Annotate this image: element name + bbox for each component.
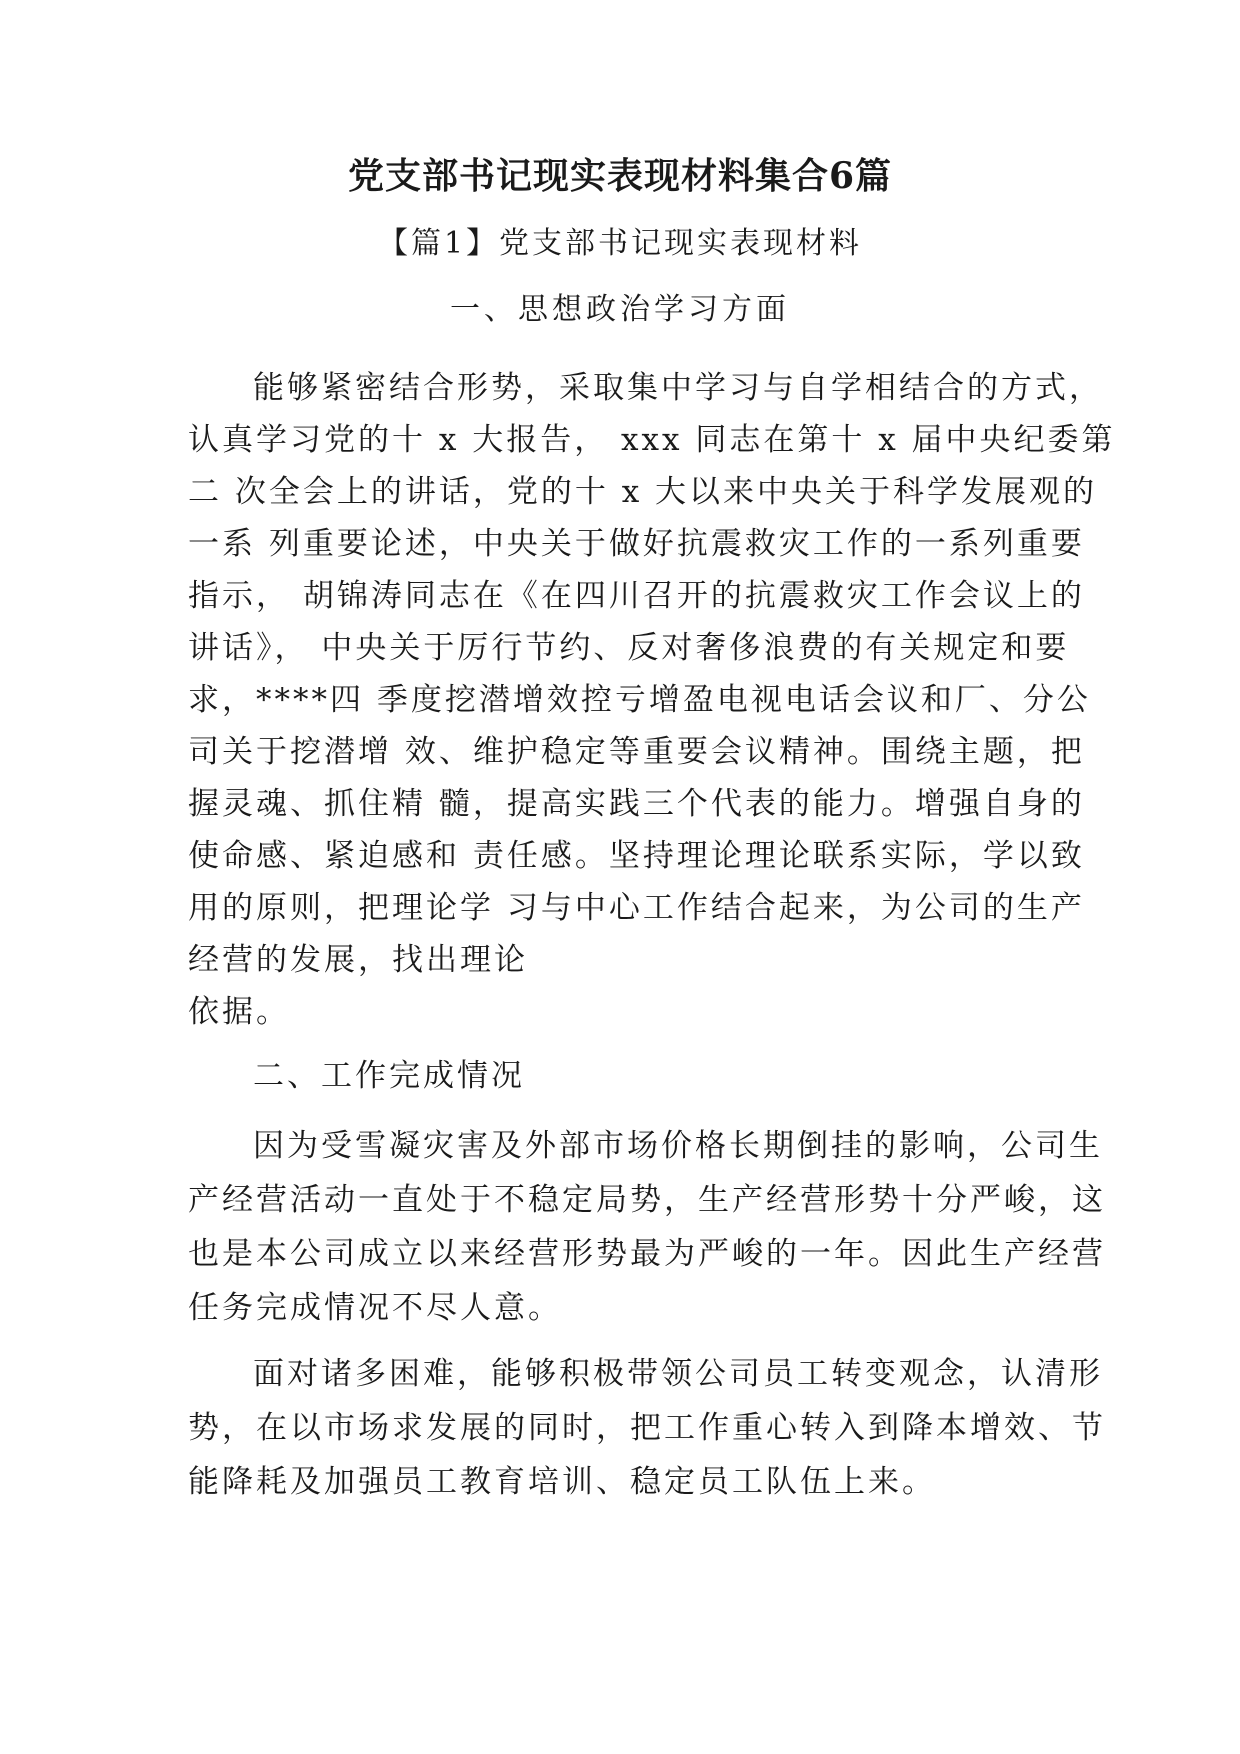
paragraph-line: 势，在以市场求发展的同时，把工作重心转入到降本增效、节: [188, 1410, 1106, 1446]
paragraph-line: 经营的发展，找出理论: [188, 942, 528, 978]
document-title: 党支部书记现实表现材料集合6篇: [347, 155, 893, 197]
paragraph-line: 讲话》， 中央关于厉行节约、反对奢侈浪费的有关规定和要: [188, 630, 1070, 666]
paragraph-line: 认真学习党的十 x 大报告， xxx 同志在第十 x 届中央纪委第: [188, 422, 1116, 458]
paragraph-line: 指示， 胡锦涛同志在《在四川召开的抗震救灾工作会议上的: [188, 578, 1085, 614]
paragraph-line: 产经营活动一直处于不稳定局势，生产经营形势十分严峻，这: [188, 1182, 1106, 1218]
article-subtitle: 【篇1】党支部书记现实表现材料: [377, 226, 863, 261]
paragraph-line: 能够紧密结合形势，采取集中学习与自学相结合的方式，: [253, 370, 1103, 406]
paragraph-line: 一系 列重要论述，中央关于做好抗震救灾工作的一系列重要: [188, 526, 1085, 562]
section-heading-1: 一、思想政治学习方面: [450, 292, 790, 327]
paragraph-line: 握灵魂、抓住精 髓，提高实践三个代表的能力。增强自身的: [188, 786, 1085, 822]
section-heading-2: 二、工作完成情况: [253, 1058, 525, 1094]
paragraph-line: 司关于挖潜增 效、维护稳定等重要会议精神。围绕主题，把: [188, 734, 1085, 770]
paragraph-line: 求，****四 季度挖潜增效控亏增盈电视电话会议和厂、分公: [188, 682, 1091, 718]
paragraph-line: 二 次全会上的讲话，党的十 x 大以来中央关于科学发展观的: [188, 474, 1098, 510]
paragraph-line: 使命感、紧迫感和 责任感。坚持理论理论联系实际，学以致: [188, 838, 1085, 874]
paragraph-line: 用的原则，把理论学 习与中心工作结合起来，为公司的生产: [188, 890, 1085, 926]
paragraph-line: 任务完成情况不尽人意。: [188, 1290, 562, 1326]
paragraph-line: 依据。: [188, 994, 290, 1030]
paragraph-line: 面对诸多困难，能够积极带领公司员工转变观念，认清形: [253, 1356, 1103, 1392]
paragraph-line: 也是本公司成立以来经营形势最为严峻的一年。因此生产经营: [188, 1236, 1106, 1272]
paragraph-line: 能降耗及加强员工教育培训、稳定员工队伍上来。: [188, 1464, 936, 1500]
paragraph-line: 因为受雪凝灾害及外部市场价格长期倒挂的影响，公司生: [253, 1128, 1103, 1164]
